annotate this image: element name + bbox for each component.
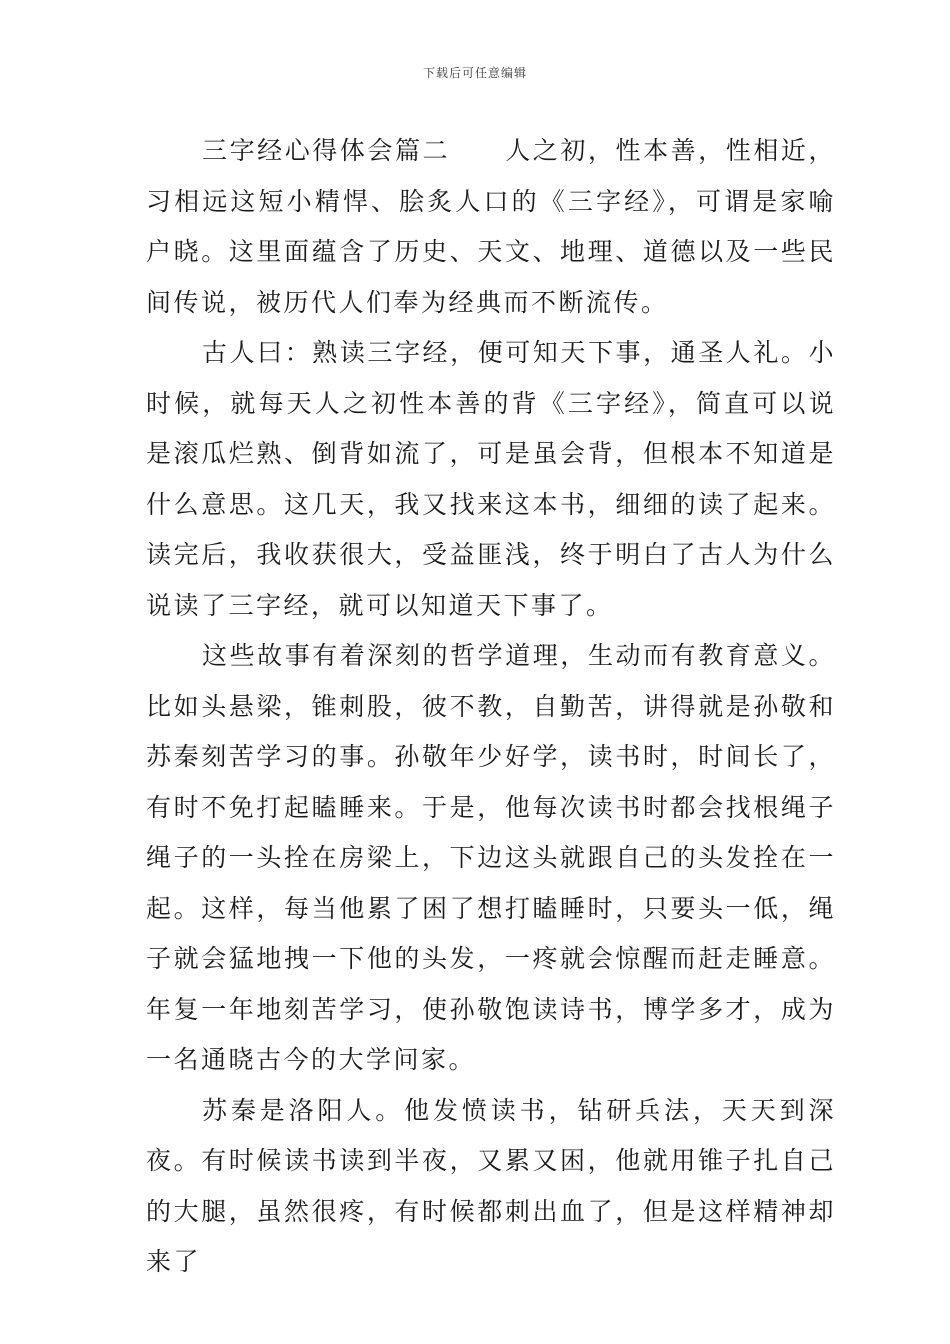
- document-body: [146, 126, 836, 1288]
- paragraph-3: 这些故事有着深刻的哲学道理，生动而有教育意义。比如头悬梁，锥刺股，彼不教，自勤苦，讲得就是孙敬和苏秦刻苦学习的事。孙敬年少好学，读书时，时间长了，有时不免打起瞌睡来。于是，他每次读书时都会找根绳子绳子的一头拴在房梁上，下边这头就跟自己的头发拴在一起。这样，每当他累了困了想打瞌睡时，只要头一低，绳子就会猛地拽一下他的头发，一疼就会惊醒而赶走睡意。年复一年地刻苦学习，使孙敬饱读诗书，博学多才，成为一名通晓古今的大学问家。: [146, 641, 836, 1074]
- paragraph-2: 古人曰：熟读三字经，便可知天下事，通圣人礼。小时候，就每天人之初性本善的背《三字经》，简直可以说是滚瓜烂熟、倒背如流了，可是虽会背，但根本不知道是什么意思。这几天，我又找来这本书，细细的读了起来。读完后，我收获很大，受益匪浅，终于明白了古人为什么说读了三字经，就可以知道天下事了。: [146, 338, 836, 620]
- paragraph-1: 三字经心得体会篇二 人之初，性本善，性相近，习相远这短小精悍、脍炙人口的《三字经》，可谓是家喻户晓。这里面蕴含了历史、天文、地理、道德以及一些民间传说，被历代人们奉为经典而不断流传。: [146, 136, 836, 317]
- paragraph-4: 苏秦是洛阳人。他发愤读书，钻研兵法，天天到深夜。有时候读书读到半夜，又累又困，他就用锥子扎自己的大腿，虽然很疼，有时候都刺出血了，但是这样精神却来了: [146, 1095, 836, 1276]
- page-header-note: 下载后可任意编辑: [422, 66, 527, 80]
